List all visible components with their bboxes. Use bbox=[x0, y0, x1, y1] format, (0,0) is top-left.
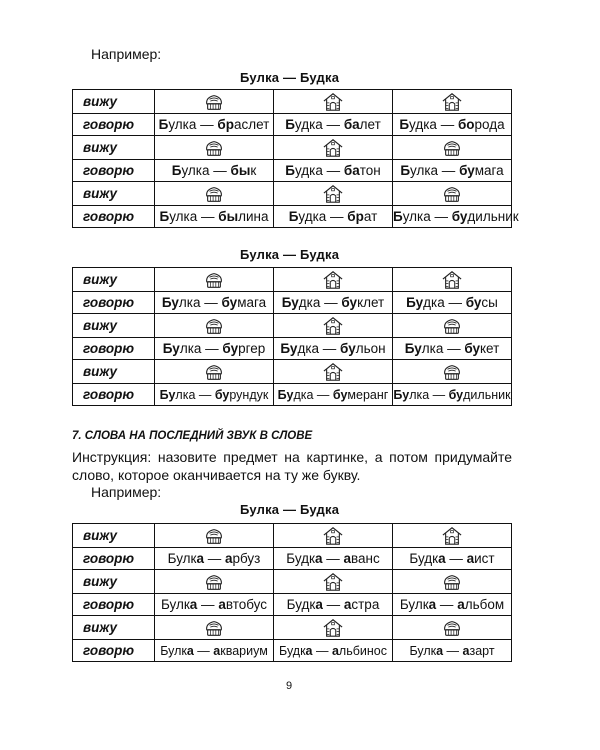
doghouse-icon bbox=[322, 184, 344, 204]
table-row bbox=[73, 524, 512, 548]
word-part: бу bbox=[340, 341, 356, 356]
word-part: а bbox=[466, 551, 475, 566]
word-part: улка — bbox=[402, 209, 452, 224]
word-part: лина bbox=[238, 209, 269, 224]
word-part: рбуз bbox=[232, 551, 261, 566]
doghouse-icon bbox=[322, 316, 344, 336]
word-part: а bbox=[305, 643, 313, 658]
word-part: а bbox=[186, 643, 194, 658]
table-row bbox=[73, 570, 512, 594]
word-cell bbox=[393, 338, 512, 360]
word-part: а bbox=[224, 551, 233, 566]
word-part: бу bbox=[459, 163, 475, 178]
word-part: а bbox=[462, 643, 470, 658]
word-cell bbox=[274, 594, 393, 616]
table1-title bbox=[240, 70, 339, 85]
row-label-say: говорю bbox=[73, 338, 155, 360]
word-part: Бу bbox=[406, 295, 424, 310]
title-part: лка — Бу bbox=[256, 247, 317, 262]
bun-icon bbox=[441, 316, 463, 336]
table3-title bbox=[240, 502, 339, 517]
word-cell bbox=[393, 160, 512, 182]
row-label-see: вижу bbox=[73, 90, 155, 114]
row-label-say: говорю bbox=[73, 594, 155, 616]
word-part: бу bbox=[451, 209, 468, 224]
word-part: а bbox=[457, 597, 465, 612]
bun-icon bbox=[441, 362, 463, 382]
picture-cell bbox=[274, 268, 393, 292]
word-part: а bbox=[428, 597, 437, 612]
table-row bbox=[73, 268, 512, 292]
table-row bbox=[73, 384, 512, 406]
word-part: а bbox=[331, 643, 339, 658]
bun-icon bbox=[203, 270, 225, 290]
word-part: мага bbox=[474, 163, 504, 178]
word-part: рода bbox=[474, 117, 505, 132]
word-part: зарт bbox=[469, 643, 495, 658]
word-part: бы bbox=[230, 163, 251, 178]
bun-icon bbox=[441, 618, 463, 638]
word-part: втобус bbox=[225, 597, 268, 612]
word-part: а bbox=[436, 643, 444, 658]
word-part: Б bbox=[288, 209, 299, 224]
word-part: к bbox=[250, 163, 257, 178]
word-part: стра bbox=[351, 597, 380, 612]
word-part: Бу bbox=[162, 341, 180, 356]
picture-cell bbox=[393, 268, 512, 292]
word-part: а bbox=[315, 597, 323, 612]
picture-cell bbox=[155, 360, 274, 384]
word-part: ба bbox=[343, 163, 360, 178]
table-row bbox=[73, 90, 512, 114]
word-part: бо bbox=[457, 117, 475, 132]
word-part: Булк bbox=[160, 643, 187, 658]
page-number: 9 bbox=[286, 680, 293, 692]
table-row bbox=[73, 360, 512, 384]
word-cell bbox=[155, 114, 274, 136]
word-part: Бу bbox=[281, 295, 299, 310]
picture-cell bbox=[155, 182, 274, 206]
bun-icon bbox=[441, 138, 463, 158]
word-part: тон bbox=[359, 163, 381, 178]
doghouse-icon bbox=[441, 270, 463, 290]
word-part: — bbox=[203, 551, 225, 566]
word-part: Б bbox=[285, 163, 295, 178]
word-part: бу bbox=[341, 295, 358, 310]
row-label-see: вижу bbox=[73, 136, 155, 160]
word-part: Бу bbox=[161, 295, 179, 310]
word-cell bbox=[393, 114, 512, 136]
word-part: Б bbox=[171, 163, 182, 178]
word-part: клет bbox=[357, 295, 385, 310]
picture-cell bbox=[274, 360, 393, 384]
word-part: лка — bbox=[179, 341, 223, 356]
word-cell bbox=[155, 206, 274, 228]
word-part: лка — bbox=[175, 387, 215, 402]
picture-cell bbox=[274, 524, 393, 548]
word-cell bbox=[393, 548, 512, 570]
word-part: Булк bbox=[399, 597, 429, 612]
word-part: а bbox=[218, 597, 226, 612]
row-label-say: говорю bbox=[73, 114, 155, 136]
title-part: дка bbox=[316, 502, 340, 517]
word-part: — bbox=[322, 551, 344, 566]
word-cell bbox=[274, 548, 393, 570]
bun-icon bbox=[203, 184, 225, 204]
word-part: квариум bbox=[220, 643, 268, 658]
row-label-see: вижу bbox=[73, 570, 155, 594]
word-part: Бу bbox=[280, 341, 298, 356]
section-heading: 7. СЛОВА НА ПОСЛЕДНИЙ ЗВУК В СЛОВЕ bbox=[72, 430, 313, 442]
word-part: удка — bbox=[409, 117, 458, 132]
word-part: Будк bbox=[286, 597, 316, 612]
word-part: дка — bbox=[423, 295, 466, 310]
word-part: удка — bbox=[294, 163, 344, 178]
word-part: аслет bbox=[233, 117, 270, 132]
word-part: дка — bbox=[297, 341, 341, 356]
picture-cell bbox=[155, 616, 274, 640]
word-part: бр bbox=[347, 209, 364, 224]
doghouse-icon bbox=[322, 138, 344, 158]
word-part: кет bbox=[480, 341, 500, 356]
picture-cell bbox=[393, 524, 512, 548]
row-label-say: говорю bbox=[73, 292, 155, 314]
word-part: дка — bbox=[298, 295, 342, 310]
picture-cell bbox=[274, 182, 393, 206]
title-part: дка bbox=[316, 247, 340, 262]
word-cell bbox=[274, 206, 393, 228]
word-part: Булк bbox=[167, 551, 197, 566]
picture-cell bbox=[393, 314, 512, 338]
picture-cell bbox=[155, 268, 274, 292]
row-label-see: вижу bbox=[73, 182, 155, 206]
word-part: Б bbox=[159, 209, 170, 224]
word-part: льбом bbox=[464, 597, 505, 612]
word-part: Будк bbox=[279, 643, 306, 658]
row-label-say: говорю bbox=[73, 206, 155, 228]
row-label-see: вижу bbox=[73, 524, 155, 548]
row-label-see: вижу bbox=[73, 616, 155, 640]
table-row bbox=[73, 616, 512, 640]
picture-cell bbox=[155, 136, 274, 160]
picture-cell bbox=[274, 616, 393, 640]
word-part: Будк bbox=[286, 551, 315, 566]
word-part: Бу bbox=[404, 341, 422, 356]
table-row bbox=[73, 136, 512, 160]
table-row bbox=[73, 114, 512, 136]
picture-cell bbox=[393, 616, 512, 640]
title-part: лка — Бу bbox=[256, 70, 317, 85]
picture-cell bbox=[155, 524, 274, 548]
row-label-say: говорю bbox=[73, 160, 155, 182]
word-cell bbox=[155, 338, 274, 360]
word-part: Б bbox=[399, 117, 410, 132]
row-label-say: говорю bbox=[73, 640, 155, 662]
word-part: удка — bbox=[298, 209, 348, 224]
doghouse-icon bbox=[322, 572, 344, 592]
title-part: Бу bbox=[240, 70, 257, 85]
word-part: бы bbox=[218, 209, 239, 224]
word-part: а bbox=[213, 643, 221, 658]
table-row bbox=[73, 160, 512, 182]
word-part: сы bbox=[481, 295, 498, 310]
word-part: — bbox=[197, 597, 219, 612]
word-part: — bbox=[443, 643, 463, 658]
word-part: Б bbox=[400, 163, 411, 178]
word-part: а bbox=[196, 551, 204, 566]
doghouse-icon bbox=[322, 618, 344, 638]
word-part: дка — bbox=[293, 387, 333, 402]
table-row bbox=[73, 548, 512, 570]
word-cell bbox=[155, 548, 274, 570]
word-part: бр bbox=[217, 117, 234, 132]
word-cell bbox=[155, 160, 274, 182]
word-cell bbox=[393, 292, 512, 314]
word-cell bbox=[155, 640, 274, 662]
word-cell bbox=[393, 384, 512, 406]
picture-cell bbox=[155, 570, 274, 594]
word-part: — bbox=[312, 643, 332, 658]
table-row bbox=[73, 314, 512, 338]
word-cell bbox=[274, 292, 393, 314]
row-label-see: вижу bbox=[73, 360, 155, 384]
bun-icon bbox=[203, 526, 225, 546]
bun-icon bbox=[441, 572, 463, 592]
table-row bbox=[73, 182, 512, 206]
word-part: ба bbox=[343, 117, 360, 132]
word-part: ргер bbox=[238, 341, 266, 356]
word-cell bbox=[393, 640, 512, 662]
title-part: Бу bbox=[240, 502, 257, 517]
picture-cell bbox=[393, 136, 512, 160]
picture-cell bbox=[393, 570, 512, 594]
table2-title bbox=[240, 247, 339, 262]
word-part: ванс bbox=[350, 551, 380, 566]
word-part: а bbox=[343, 551, 351, 566]
doghouse-icon bbox=[441, 92, 463, 112]
word-cell bbox=[155, 384, 274, 406]
word-part: а bbox=[343, 597, 352, 612]
title-part: дка bbox=[316, 70, 340, 85]
picture-cell bbox=[393, 360, 512, 384]
word-part: дильник bbox=[463, 387, 511, 402]
word-part: а bbox=[314, 551, 323, 566]
table-row bbox=[73, 640, 512, 662]
word-part: бу bbox=[222, 341, 239, 356]
row-label-see: вижу bbox=[73, 268, 155, 292]
picture-cell bbox=[274, 570, 393, 594]
word-part: ат bbox=[363, 209, 378, 224]
word-part: мага bbox=[237, 295, 267, 310]
word-part: бу bbox=[221, 295, 238, 310]
doghouse-icon bbox=[322, 270, 344, 290]
picture-cell bbox=[274, 136, 393, 160]
word-part: Булк bbox=[160, 597, 190, 612]
word-part: рундук bbox=[229, 387, 269, 402]
word-part: меранг bbox=[347, 387, 389, 402]
word-part: Бу bbox=[393, 387, 410, 402]
bun-icon bbox=[203, 572, 225, 592]
word-cell bbox=[274, 338, 393, 360]
picture-cell bbox=[274, 314, 393, 338]
picture-cell bbox=[155, 90, 274, 114]
word-part: ист bbox=[474, 551, 495, 566]
word-cell bbox=[274, 640, 393, 662]
example-label: Например: bbox=[91, 46, 162, 62]
doghouse-icon bbox=[441, 526, 463, 546]
word-cell bbox=[274, 160, 393, 182]
bun-icon bbox=[203, 316, 225, 336]
title-part: лка — Бу bbox=[256, 502, 317, 517]
word-part: улка — bbox=[168, 117, 218, 132]
title-part: Бу bbox=[240, 247, 257, 262]
word-part: Б bbox=[285, 117, 295, 132]
word-part: улка — bbox=[181, 163, 231, 178]
picture-cell bbox=[155, 314, 274, 338]
bun-icon bbox=[441, 184, 463, 204]
table-row bbox=[73, 338, 512, 360]
word-part: удка — bbox=[294, 117, 344, 132]
word-part: лка — bbox=[409, 387, 449, 402]
doghouse-icon bbox=[322, 92, 344, 112]
bun-icon bbox=[203, 362, 225, 382]
table-row bbox=[73, 206, 512, 228]
row-label-see: вижу bbox=[73, 314, 155, 338]
word-part: дильник bbox=[467, 209, 519, 224]
picture-cell bbox=[393, 90, 512, 114]
table-row bbox=[73, 292, 512, 314]
word-part: Б bbox=[393, 209, 403, 224]
word-part: лка — bbox=[178, 295, 222, 310]
word-part: улка — bbox=[169, 209, 219, 224]
word-part: бу bbox=[332, 387, 348, 402]
word-cell bbox=[155, 594, 274, 616]
word-part: — bbox=[445, 551, 467, 566]
word-part: бу bbox=[465, 295, 482, 310]
word-part: — bbox=[322, 597, 344, 612]
word-part: бу bbox=[464, 341, 480, 356]
table-3 bbox=[72, 523, 512, 662]
word-part: льбинос bbox=[338, 643, 387, 658]
bun-icon bbox=[203, 92, 225, 112]
row-label-say: говорю bbox=[73, 384, 155, 406]
word-part: бу bbox=[214, 387, 230, 402]
word-cell bbox=[274, 384, 393, 406]
bun-icon bbox=[203, 138, 225, 158]
instruction-text: Инструкция: назовите предмет на картинке, а потом придумайте слово, которое оканчивается на ту же букву. bbox=[72, 449, 512, 483]
word-part: Булк bbox=[409, 643, 437, 658]
doghouse-icon bbox=[322, 526, 344, 546]
table-1 bbox=[72, 89, 519, 228]
word-part: Бу bbox=[159, 387, 176, 402]
word-part: Бу bbox=[277, 387, 294, 402]
word-cell bbox=[393, 206, 519, 228]
word-part: льон bbox=[355, 341, 386, 356]
word-part: — bbox=[193, 643, 214, 658]
word-part: а bbox=[189, 597, 198, 612]
word-part: лет bbox=[359, 117, 381, 132]
word-part: Б bbox=[158, 117, 169, 132]
bun-icon bbox=[203, 618, 225, 638]
table-2 bbox=[72, 267, 512, 406]
word-part: а bbox=[438, 551, 446, 566]
example-label: Например: bbox=[91, 484, 162, 500]
table-row bbox=[73, 594, 512, 616]
word-cell bbox=[155, 292, 274, 314]
word-cell bbox=[393, 594, 512, 616]
doghouse-icon bbox=[322, 362, 344, 382]
word-part: бу bbox=[448, 387, 464, 402]
word-part: — bbox=[436, 597, 458, 612]
word-part: Будк bbox=[409, 551, 439, 566]
picture-cell bbox=[393, 182, 512, 206]
word-part: улка — bbox=[410, 163, 460, 178]
picture-cell bbox=[274, 90, 393, 114]
word-cell bbox=[274, 114, 393, 136]
word-part: лка — bbox=[421, 341, 465, 356]
row-label-say: говорю bbox=[73, 548, 155, 570]
